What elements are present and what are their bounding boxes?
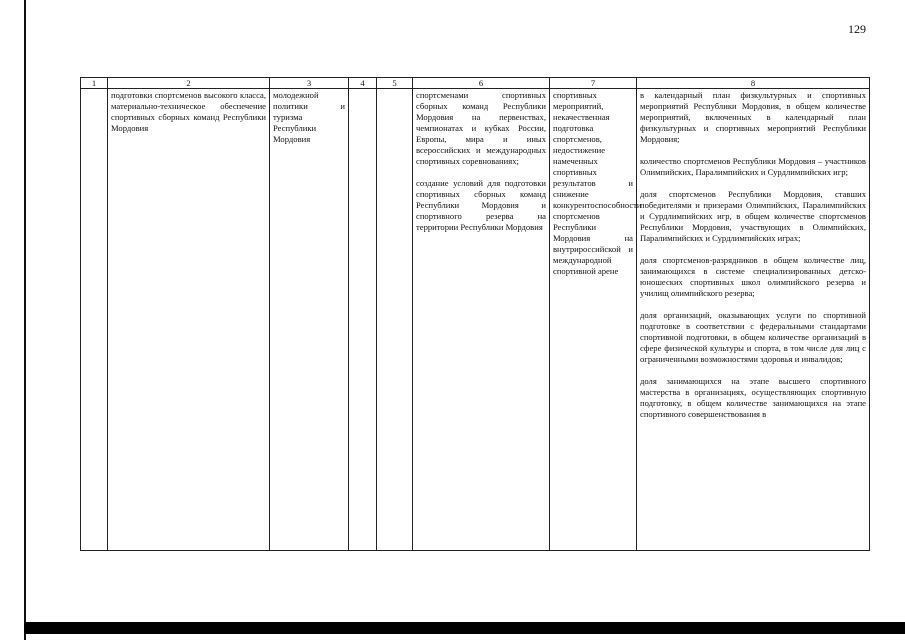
cell-paragraph: доля спортсменов Республики Мордовия, ставших победителями и призерами Олимпийских, Паралимпийских и Сурдлимпийских игр, в общем количестве спортсменов Республики Мордовия, участвующих в Олимпийских, Паралимпийских и Сурдлимпийских играх; <box>640 189 866 243</box>
header-cell: 8 <box>637 78 870 89</box>
header-cell: 4 <box>349 78 377 89</box>
cell-col1 <box>81 89 108 551</box>
cell-col3 <box>270 89 349 551</box>
header-cell: 5 <box>377 78 413 89</box>
header-cell: 7 <box>550 78 637 89</box>
header-cell: 3 <box>270 78 349 89</box>
page-left-border <box>24 0 26 640</box>
cell-text: спортивных мероприятий, некачественная подготовка спортсменов, недостижение намеченных спортивных результатов и снижение конкурентоспособности спортсменов Республики Мордовия на внутрироссийской и международной спортивной арене <box>553 90 642 276</box>
cell-text: подготовки спортсменов высокого класса, материально-техническое обеспечение спортивных сборных команд Республики Мордовия <box>111 90 266 133</box>
cell-col7 <box>550 89 642 551</box>
cell-col4 <box>349 89 377 551</box>
cell-paragraph: спортсменами спортивных сборных команд Республики Мордовия на первенствах, чемпионатах и кубках России, Европы, мира и иных всероссийских и международных спортивных соревнованиях; <box>416 90 546 166</box>
cell-text: молодежной политики и туризма Республики Мордовия <box>273 90 345 144</box>
cell-paragraph: доля организаций, оказывающих услуги по спортивной подготовке в соответствии с федеральными стандартами спортивной подготовки, в общем количестве организаций в сфере физической культуры и спорта, в том числе для лиц с ограниченными возможностями здоровья и инвалидов; <box>640 310 866 364</box>
cell-col5 <box>377 89 413 551</box>
cell-col8 <box>637 89 870 551</box>
cell-paragraph: доля спортсменов-разрядников в общем количестве лиц, занимающихся в системе специализированных детско-юношеских спортивных школ олимпийского резерва и училищ олимпийского резерва; <box>640 255 866 298</box>
cell-paragraph: создание условий для подготовки спортивных сборных команд Республики Мордовия и спортивного резерва на территории Республики Мордовия <box>416 178 546 232</box>
cell-paragraph: в календарный план физкультурных и спортивных мероприятий Республики Мордовия, в общем количестве мероприятий, включенных в календарный план физкультурных и спортивных мероприятий Республики Мордовия; <box>640 90 866 144</box>
page-number: 129 <box>848 22 866 36</box>
cell-paragraph: доля занимающихся на этапе высшего спортивного мастерства в организациях, осуществляющих спортивную подготовку, в общем количестве занимающихся на этапе спортивного совершенствования в <box>640 376 866 419</box>
cell-paragraph: количество спортсменов Республики Мордовия – участников Олимпийских, Паралимпийских и Сурдлимпийских игр; <box>640 156 866 177</box>
table-header-row <box>81 78 870 89</box>
header-cell: 6 <box>413 78 550 89</box>
program-table <box>80 77 870 551</box>
cell-col2 <box>108 89 270 551</box>
table-row <box>81 89 870 551</box>
header-cell: 2 <box>108 78 270 89</box>
cell-col6 <box>413 89 550 551</box>
page-bottom-border <box>24 622 905 634</box>
header-cell: 1 <box>81 78 108 89</box>
